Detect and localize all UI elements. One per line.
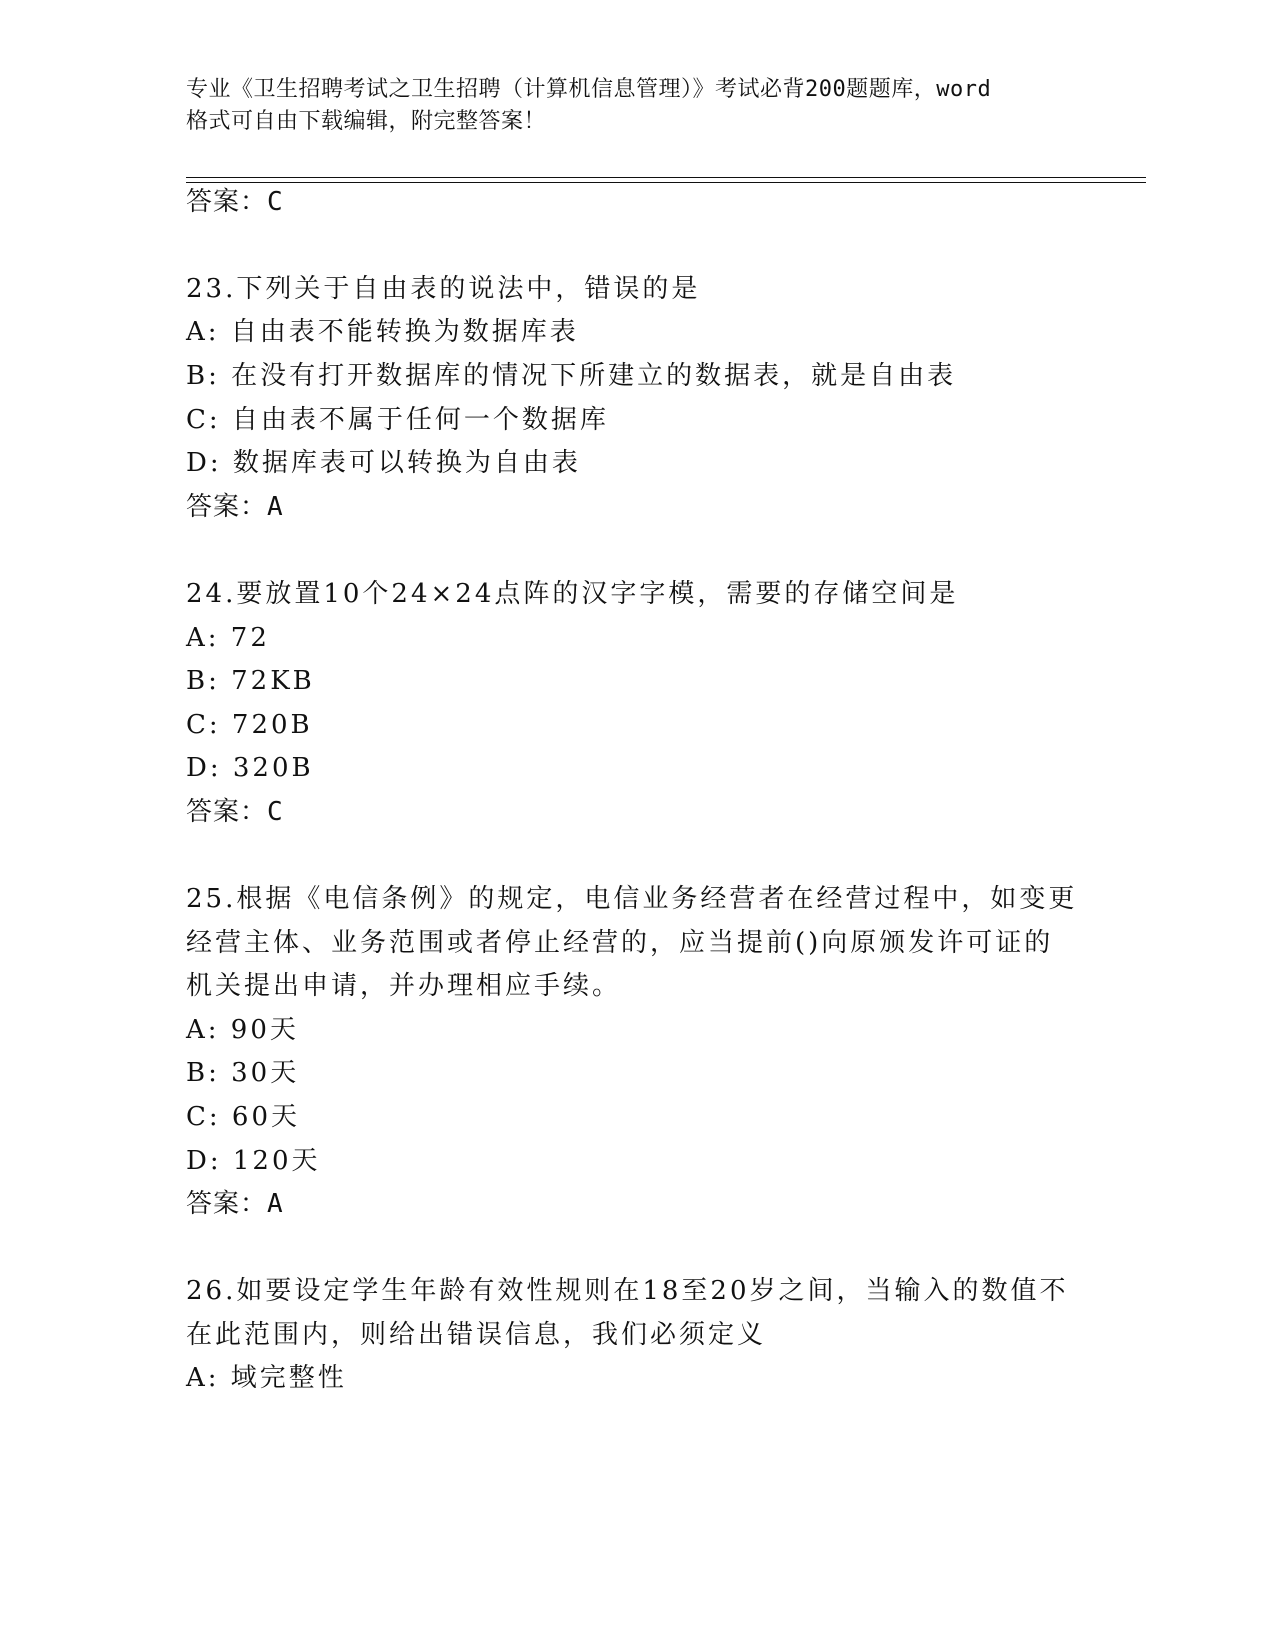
question-25-stem-line-2: 经营主体、业务范围或者停止经营的，应当提前()向原颁发许可证的 bbox=[186, 928, 1054, 958]
question-24-option-c: C: 720B bbox=[186, 710, 313, 740]
question-23-option-d: D: 数据库表可以转换为自由表 bbox=[186, 448, 581, 478]
question-25-stem-line-1: 25.根据《电信条例》的规定，电信业务经营者在经营过程中，如变更 bbox=[186, 884, 1078, 914]
question-24-stem: 24.要放置10个24×24点阵的汉字字模，需要的存储空间是 bbox=[186, 579, 959, 609]
question-26-stem-line-1: 26.如要设定学生年龄有效性规则在18至20岁之间，当输入的数值不 bbox=[186, 1276, 1069, 1306]
header-line-1: 专业《卫生招聘考试之卫生招聘（计算机信息管理）》考试必背200题题库，word bbox=[186, 77, 992, 102]
question-23-answer: 答案：A bbox=[186, 492, 284, 522]
question-25-option-b: B: 30天 bbox=[186, 1058, 300, 1088]
question-26-option-a: A: 域完整性 bbox=[186, 1363, 347, 1393]
question-23-option-a: A: 自由表不能转换为数据库表 bbox=[186, 317, 579, 347]
question-23-option-c: C: 自由表不属于任何一个数据库 bbox=[186, 405, 609, 435]
question-24-option-b: B: 72KB bbox=[186, 666, 315, 696]
question-25-option-d: D: 120天 bbox=[186, 1146, 321, 1176]
answer-line: 答案：C bbox=[186, 187, 284, 217]
header-divider-top bbox=[186, 177, 1146, 178]
question-24-answer: 答案：C bbox=[186, 797, 284, 827]
question-24-option-a: A: 72 bbox=[186, 623, 270, 653]
question-23-option-b: B: 在没有打开数据库的情况下所建立的数据表，就是自由表 bbox=[186, 361, 957, 391]
header-divider-bottom bbox=[186, 182, 1146, 183]
question-26-stem-line-2: 在此范围内，则给出错误信息，我们必须定义 bbox=[186, 1320, 767, 1350]
question-25-stem-line-3: 机关提出申请，并办理相应手续。 bbox=[186, 971, 622, 1001]
question-24-option-d: D: 320B bbox=[186, 753, 314, 783]
question-25-option-c: C: 60天 bbox=[186, 1102, 301, 1132]
document-header bbox=[186, 74, 1086, 138]
question-23-stem: 23.下列关于自由表的说法中，错误的是 bbox=[186, 274, 701, 304]
question-25-answer: 答案：A bbox=[186, 1189, 284, 1219]
header-line-2: 格式可自由下载编辑，附完整答案！ bbox=[186, 109, 547, 134]
question-25-option-a: A: 90天 bbox=[186, 1015, 299, 1045]
